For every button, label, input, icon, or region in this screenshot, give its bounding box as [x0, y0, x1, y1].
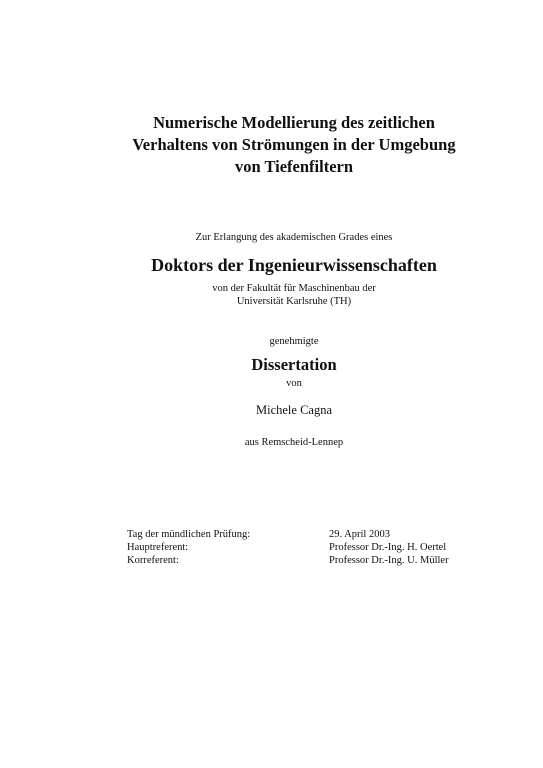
exam-label: Tag der mündlichen Prüfung:	[127, 529, 251, 540]
approved-label: genehmigte	[269, 336, 319, 347]
faculty-line-1: von der Fakultät für Maschinenbau der	[212, 283, 376, 294]
faculty-line-2: Universität Karlsruhe (TH)	[236, 296, 352, 307]
exam-value: Professor Dr.-Ing. U. Müller	[329, 555, 449, 566]
examination-details	[127, 528, 489, 567]
by-label: von	[286, 378, 302, 389]
exam-row-date	[127, 528, 489, 541]
thesis-title-line-1: Numerische Modellierung des zeitlichen	[153, 113, 435, 132]
author-name: Michele Cagna	[255, 403, 332, 417]
exam-row-co-referee	[127, 554, 489, 567]
author-origin: aus Remscheid-Lennep	[244, 437, 344, 448]
exam-row-main-referee	[127, 541, 489, 554]
degree-intro: Zur Erlangung des akademischen Grades eines	[195, 232, 393, 243]
exam-value: 29. April 2003	[329, 529, 390, 540]
exam-label: Hauptreferent:	[127, 542, 189, 553]
exam-value: Professor Dr.-Ing. H. Oertel	[329, 542, 447, 553]
thesis-title	[0, 112, 543, 178]
thesis-title-line-3: von Tiefenfiltern	[234, 157, 354, 176]
thesis-title-line-2: Verhaltens von Strömungen in der Umgebung	[132, 135, 456, 154]
exam-label: Korreferent:	[127, 555, 179, 566]
degree-title: Doktors der Ingenieurwissenschaften	[151, 255, 437, 275]
document-type: Dissertation	[251, 355, 337, 374]
